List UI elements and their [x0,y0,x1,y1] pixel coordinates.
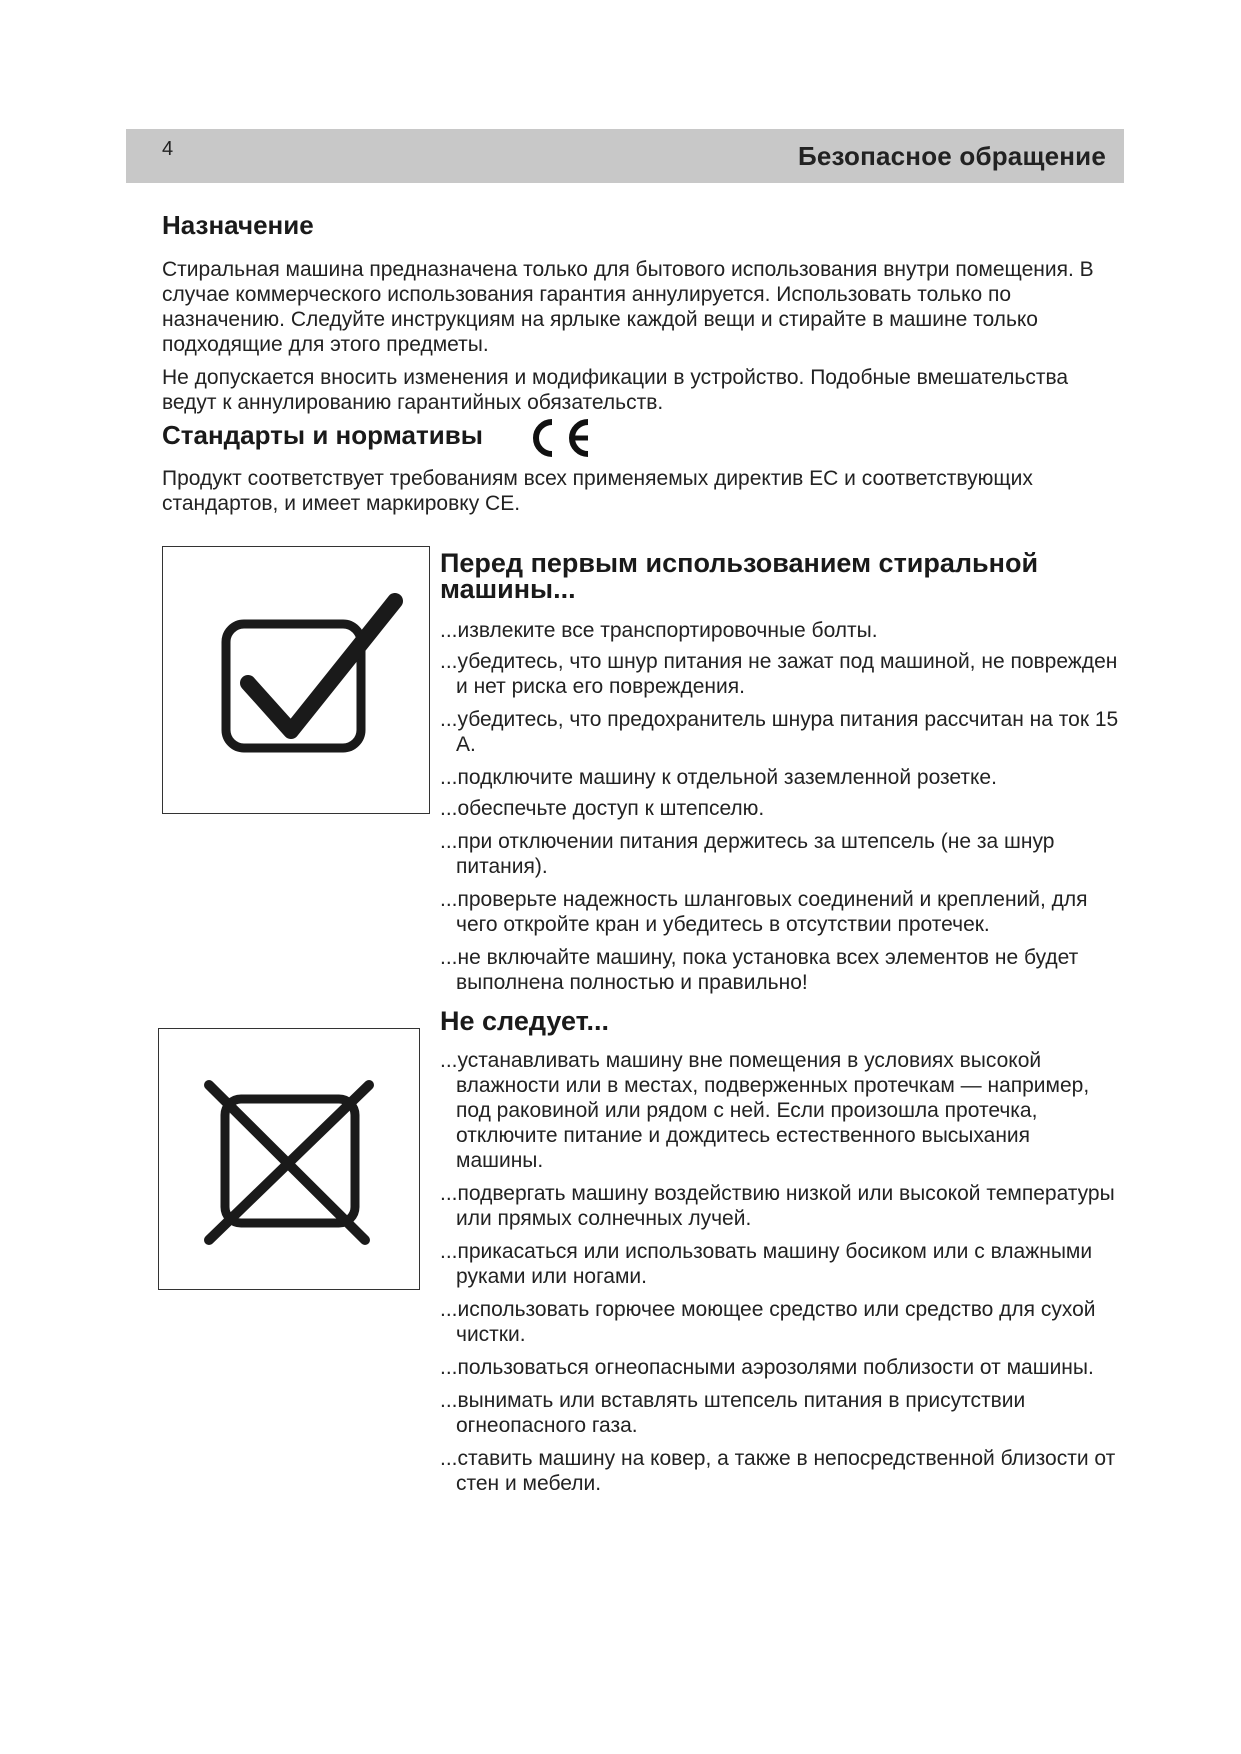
ce-mark-icon [524,416,594,460]
before-use-heading: Перед первым использованием стиральной машины... [440,548,1039,604]
list-item: ...подвергать машину воздействию низкой или высокой температуры или прямых солнечных лучей. [440,1182,1115,1230]
page-number: 4 [162,138,174,160]
list-item: ...обеспечьте доступ к штепселю. [440,797,765,820]
do-not-list [440,1048,1120,1496]
purpose-paragraph-2: Не допускается вносить изменения и модификации в устройство. Подобные вмешательства ведут к аннулированию гарантийных обязательств. [162,366,1069,414]
list-item: ...подключите машину к отдельной заземленной розетке. [440,766,997,789]
standards-heading: Стандарты и нормативы [162,420,483,450]
list-item: ...при отключении питания держитесь за штепсель (не за шнур питания). [440,830,1055,878]
list-item: ...проверьте надежность шланговых соединений и креплений, для чего откройте кран и убедитесь в отсутствии протечек. [440,888,1088,936]
checkmark-box-icon [162,546,430,814]
header-title: Безопасное обращение [797,141,1106,171]
purpose-paragraph-1: Стиральная машина предназначена только для бытового использования внутри помещения. В случае коммерческого использования гарантия аннулируется. Использовать только по назначению. Следуйте инструкциям на ярлыке каждой вещи и стирайте в машине только подходящие для этого предметы. [162,258,1094,356]
list-item: ...пользоваться огнеопасными аэрозолями поблизости от машины. [440,1356,1094,1379]
list-item: ...извлеките все транспортировочные болты. [440,619,878,642]
list-item: ...использовать горючее моющее средство или средство для сухой чистки. [440,1298,1096,1346]
list-item: ...устанавливать машину вне помещения в условиях высокой влажности или в местах, подверженных протечкам — например, под раковиной или рядом с ней. Если произошла протечка, отключите питание и дождитесь естественного высыхания машины. [440,1049,1090,1172]
list-item: ...прикасаться или использовать машину босиком или с влажными руками или ногами. [440,1240,1093,1288]
list-item: ...не включайте машину, пока установка всех элементов не будет выполнена полностью и правильно! [440,946,1079,994]
list-item: ...убедитесь, что шнур питания не зажат под машиной, не поврежден и нет риска его повреждения. [440,650,1118,698]
crossed-box-icon [158,1028,420,1290]
list-item: ...убедитесь, что предохранитель шнура питания рассчитан на ток 15 А. [440,708,1119,756]
do-not-heading: Не следует... [440,1006,609,1036]
purpose-heading: Назначение [162,210,314,240]
list-item: ...ставить машину на ковер, а также в непосредственной близости от стен и мебели. [440,1447,1116,1495]
standards-paragraph: Продукт соответствует требованиям всех применяемых директив ЕС и соответствующих стандартов, и имеет маркировку CE. [162,467,1033,515]
before-use-list [440,618,1120,995]
list-item: ...вынимать или вставлять штепсель питания в присутствии огнеопасного газа. [440,1389,1026,1437]
